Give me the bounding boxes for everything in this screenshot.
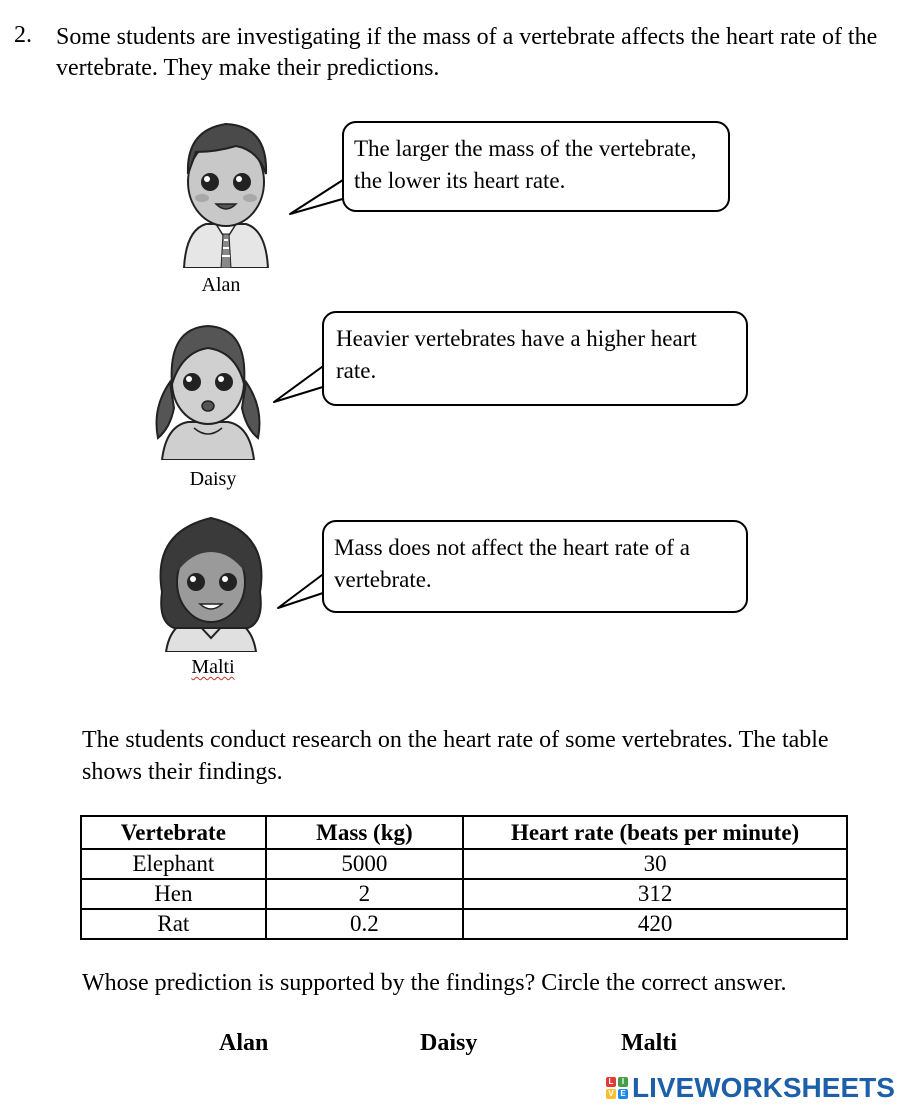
cell-mass: 2	[266, 879, 463, 909]
cell-mass: 0.2	[266, 909, 463, 939]
logo-tile: I	[618, 1077, 628, 1087]
malti-speech-bubble	[322, 520, 748, 613]
alan-avatar	[176, 112, 276, 268]
cell-mass: 5000	[266, 849, 463, 879]
cell-heart-rate: 420	[463, 909, 847, 939]
logo-tile: L	[606, 1077, 616, 1087]
daisy-label: Daisy	[189, 468, 237, 490]
malti-avatar	[152, 512, 270, 652]
question-intro: Some students are investigating if the mass of a vertebrate affects the heart rate of the vertebrate. They make their predictions.	[56, 24, 878, 81]
logo-tile: E	[618, 1089, 628, 1099]
option-daisy[interactable]: Daisy	[420, 1030, 478, 1056]
cell-vertebrate: Rat	[81, 909, 266, 939]
malti-statement: Mass does not affect the heart rate of a vertebrate.	[334, 535, 690, 592]
research-text: The students conduct research on the heart rate of some vertebrates. The table shows their findings.	[82, 727, 829, 785]
option-malti[interactable]: Malti	[621, 1030, 677, 1056]
daisy-avatar	[150, 318, 266, 460]
logo-tile: V	[606, 1089, 616, 1099]
table-row	[81, 909, 847, 939]
liveworksheets-logo-icon	[606, 1077, 628, 1099]
daisy-speech-bubble	[322, 311, 748, 406]
daisy-statement: Heavier vertebrates have a higher heart rate.	[336, 326, 697, 383]
question-number: 2.	[14, 22, 32, 48]
header-vertebrate: Vertebrate	[81, 816, 266, 849]
cell-vertebrate: Elephant	[81, 849, 266, 879]
cell-heart-rate: 312	[463, 879, 847, 909]
table-header-row	[81, 816, 847, 849]
liveworksheets-brand	[606, 1072, 895, 1104]
cell-heart-rate: 30	[463, 849, 847, 879]
malti-label: Malti	[191, 656, 235, 678]
table-row	[81, 849, 847, 879]
alan-speech-bubble	[342, 121, 730, 212]
question-prompt: Whose prediction is supported by the findings? Circle the correct answer.	[82, 970, 787, 996]
header-mass: Mass (kg)	[266, 816, 463, 849]
findings-table	[80, 815, 848, 940]
alan-label: Alan	[201, 274, 241, 296]
table-row	[81, 879, 847, 909]
alan-statement: The larger the mass of the vertebrate, the lower its heart rate.	[354, 136, 697, 193]
cell-vertebrate: Hen	[81, 879, 266, 909]
option-alan[interactable]: Alan	[219, 1030, 269, 1056]
brand-text: LIVEWORKSHEETS	[632, 1072, 895, 1103]
header-heart-rate: Heart rate (beats per minute)	[463, 816, 847, 849]
